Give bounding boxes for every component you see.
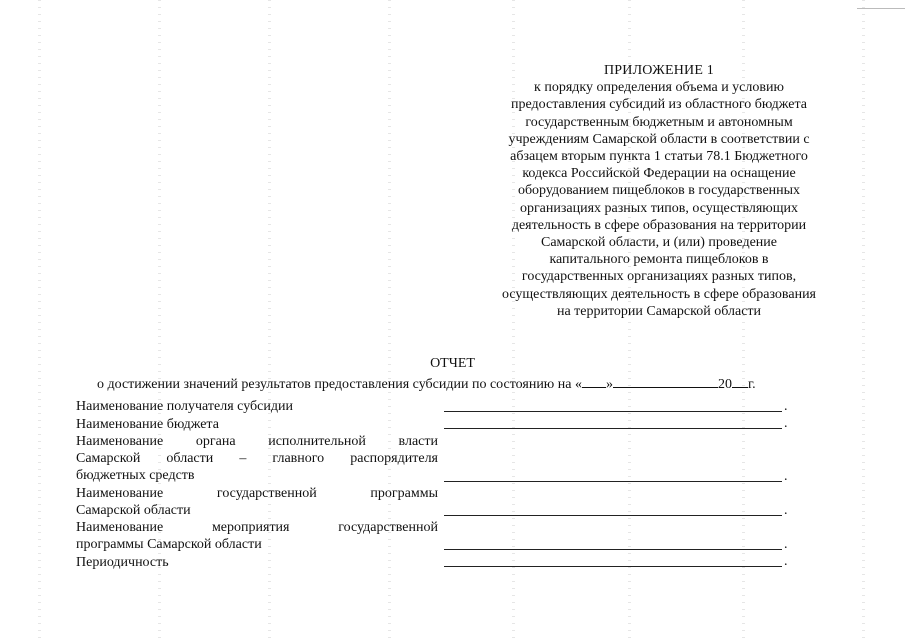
appendix-line: к порядку определения объема и условию	[534, 80, 784, 96]
subtitle-prefix: о достижении значений результатов предоставления субсидии по состоянию на «	[97, 377, 582, 392]
authority-period: .	[784, 469, 788, 484]
recipient-period: .	[784, 399, 788, 414]
program-row	[76, 485, 438, 519]
appendix-heading: ПРИЛОЖЕНИЕ 1	[603, 63, 715, 78]
appendix-line: учреждениям Самарской области в соответствии с	[508, 131, 810, 147]
subtitle-year: 20	[717, 377, 732, 392]
appendix-line: предоставления субсидий из областного бюджета	[511, 97, 807, 113]
authority-label-line3: бюджетных средств	[76, 468, 195, 483]
budget-row	[76, 416, 438, 433]
recipient-row	[76, 398, 438, 415]
subtitle-quote-close: »	[605, 377, 613, 392]
appendix-line: Самарской области, и (или) проведение	[541, 235, 777, 251]
authority-label-line2: Самарской области – главного распорядителя	[76, 451, 438, 466]
program-label-line1: Наименование государственной программы	[76, 486, 438, 501]
budget-period: .	[784, 416, 788, 431]
periodicity-row	[76, 554, 438, 571]
scan-noise	[862, 0, 865, 639]
report-title: ОТЧЕТ	[430, 356, 475, 371]
recipient-label: Наименование получателя субсидии	[76, 399, 293, 414]
month-blank	[613, 374, 718, 388]
scan-edge	[857, 8, 905, 9]
periodicity-label: Периодичность	[76, 555, 169, 570]
program-label-line2: Самарской области	[76, 503, 191, 518]
authority-field[interactable]	[444, 481, 782, 482]
subtitle-suffix: г.	[747, 377, 756, 392]
report-subtitle	[97, 374, 756, 393]
budget-label: Наименование бюджета	[76, 417, 219, 432]
measure-field[interactable]	[444, 549, 782, 550]
authority-label-line1: Наименование органа исполнительной власти	[76, 434, 438, 449]
budget-field[interactable]	[444, 428, 782, 429]
program-field[interactable]	[444, 515, 782, 516]
appendix-line: государственных организациях разных типов,	[521, 269, 797, 285]
appendix-line: на территории Самарской области	[556, 303, 762, 319]
day-blank	[582, 374, 606, 388]
scan-noise	[38, 0, 41, 639]
appendix-block	[478, 62, 840, 320]
authority-row	[76, 433, 438, 484]
periodicity-field[interactable]	[444, 566, 782, 567]
year-blank	[732, 374, 748, 388]
program-period: .	[784, 503, 788, 518]
appendix-line: абзацем вторым пункта 1 статьи 78.1 Бюджетного	[510, 149, 808, 165]
appendix-line: осуществляющих деятельность в сфере образования	[501, 286, 816, 302]
appendix-line: оборудованием пищеблоков в государственных	[517, 183, 801, 199]
appendix-line: государственным бюджетным и автономным	[525, 114, 793, 130]
measure-label-line2: программы Самарской области	[76, 537, 262, 552]
appendix-line: капитального ремонта пищеблоков в	[549, 252, 769, 268]
measure-row	[76, 519, 438, 553]
recipient-field[interactable]	[444, 411, 782, 412]
appendix-line: кодекса Российской Федерации на оснащение	[522, 166, 796, 182]
appendix-line: организациях разных типов, осуществляющих	[519, 200, 799, 216]
appendix-line: деятельность в сфере образования на территории	[511, 217, 807, 233]
periodicity-period: .	[784, 554, 788, 569]
measure-period: .	[784, 537, 788, 552]
measure-label-line1: Наименование мероприятия государственной	[76, 520, 438, 535]
